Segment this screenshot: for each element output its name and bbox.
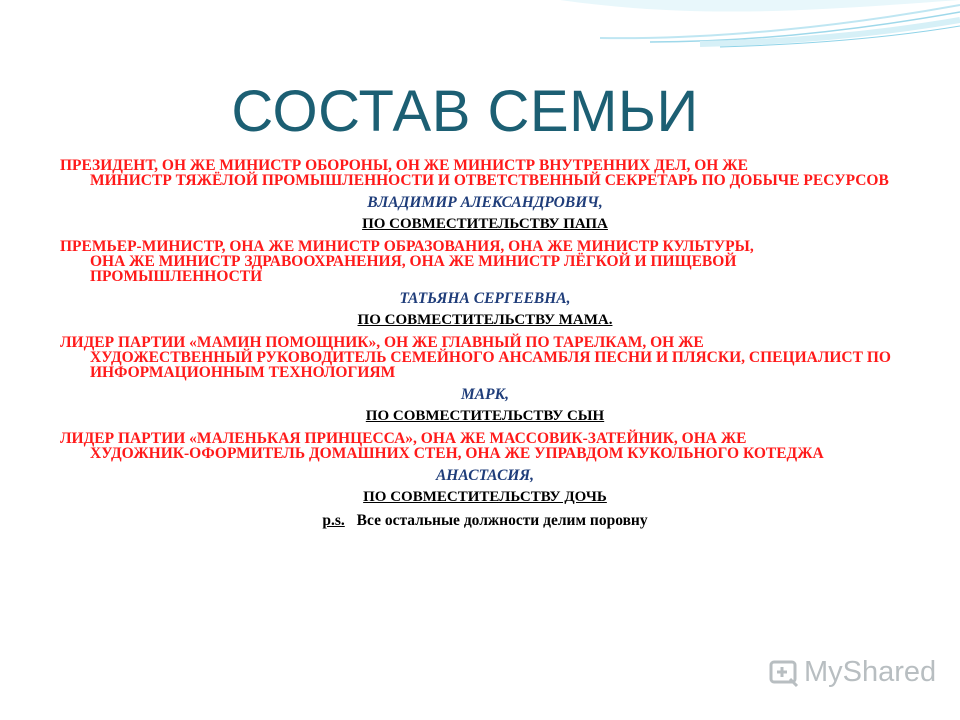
- page-title: СОСТАВ СЕМЬИ: [231, 79, 699, 144]
- family-member-son: [60, 335, 910, 425]
- member-role-line-rest: ХУДОЖЕСТВЕННЫЙ РУКОВОДИТЕЛЬ СЕМЕЙНОГО АНСАМБЛЯ ПЕСНИ И ПЛЯСКИ, СПЕЦИАЛИСТ ПО ИНФОРМАЦИОННЫМ ТЕХНОЛОГИЯМ: [90, 349, 891, 381]
- postscript-label: p.s.: [322, 512, 345, 529]
- watermark: [768, 656, 936, 689]
- member-name: АНАСТАСИЯ,: [435, 467, 535, 484]
- postscript: [60, 512, 910, 530]
- watermark-text: MyShared: [804, 656, 937, 688]
- member-role: [60, 239, 910, 284]
- family-member-father: [60, 158, 910, 233]
- member-role-line-first: ПРЕМЬЕР-МИНИСТР, ОНА ЖЕ МИНИСТР ОБРАЗОВАНИЯ, ОНА ЖЕ МИНИСТР КУЛЬТУРЫ,: [60, 238, 754, 255]
- member-role: [60, 158, 910, 188]
- member-role: [60, 335, 910, 380]
- member-relation: ПО СОВМЕСТИТЕЛЬСТВУ СЫН: [365, 408, 605, 424]
- family-list: [60, 158, 910, 530]
- postscript-text: Все остальные должности делим поровну: [356, 512, 648, 529]
- member-relation: ПО СОВМЕСТИТЕЛЬСТВУ МАМА.: [357, 312, 613, 328]
- member-relation: ПО СОВМЕСТИТЕЛЬСТВУ ДОЧЬ: [363, 489, 607, 505]
- member-name: МАРК,: [461, 386, 509, 403]
- member-role-line-rest: ОНА ЖЕ МИНИСТР ЗДРАВООХРАНЕНИЯ, ОНА ЖЕ МИНИСТР ЛЁГКОЙ И ПИЩЕВОЙ ПРОМЫШЛЕННОСТИ: [90, 253, 737, 285]
- family-member-daughter: [60, 431, 910, 506]
- member-role-line-first: ПРЕЗИДЕНТ, ОН ЖЕ МИНИСТР ОБОРОНЫ, ОН ЖЕ МИНИСТР ВНУТРЕННИХ ДЕЛ, ОН ЖЕ: [60, 157, 748, 174]
- family-member-mother: [60, 239, 910, 329]
- member-relation: ПО СОВМЕСТИТЕЛЬСТВУ ПАПА: [362, 216, 608, 232]
- member-name: ВЛАДИМИР АЛЕКСАНДРОВИЧ,: [367, 194, 603, 211]
- member-role-line-first: ЛИДЕР ПАРТИИ «МАЛЕНЬКАЯ ПРИНЦЕССА», ОНА ЖЕ МАССОВИК-ЗАТЕЙНИК, ОНА ЖЕ: [60, 430, 747, 447]
- member-role-line-rest: ХУДОЖНИК-ОФОРМИТЕЛЬ ДОМАШНИХ СТЕН, ОНА ЖЕ УПРАВДОМ КУКОЛЬНОГО КОТЕДЖА: [90, 445, 824, 462]
- member-role-line-rest: МИНИСТР ТЯЖЁЛОЙ ПРОМЫШЛЕННОСТИ И ОТВЕТСТВЕННЫЙ СЕКРЕТАРЬ ПО ДОБЫЧЕ РЕСУРСОВ: [90, 172, 889, 189]
- myshared-logo-icon: [768, 657, 800, 689]
- member-role-line-first: ЛИДЕР ПАРТИИ «МАМИН ПОМОЩНИК», ОН ЖЕ ГЛАВНЫЙ ПО ТАРЕЛКАМ, ОН ЖЕ: [60, 334, 704, 351]
- member-role: [60, 431, 910, 461]
- member-name: ТАТЬЯНА СЕРГЕЕВНА,: [399, 290, 571, 307]
